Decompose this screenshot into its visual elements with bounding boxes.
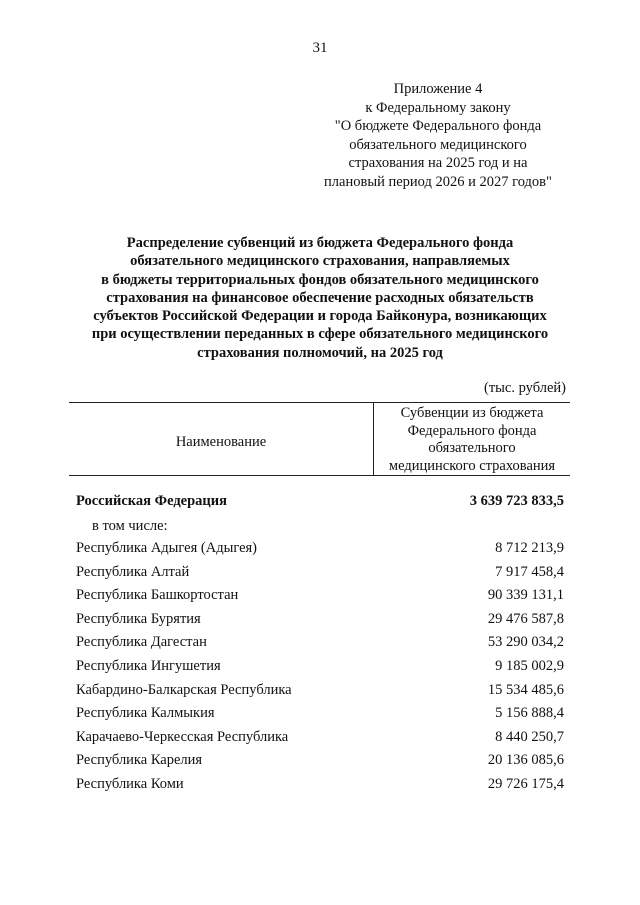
unit-note: (тыс. рублей) [484, 380, 566, 396]
regions-list [76, 540, 564, 800]
region-value: 90 339 131,1 [487, 587, 564, 604]
title-line: страхования полномочий, на 2025 год [197, 344, 443, 361]
region-name: Республика Калмыкия [76, 705, 215, 722]
table-row [76, 658, 564, 682]
appendix-line: "О бюджете Федерального фонда [334, 118, 542, 134]
region-value: 20 136 085,6 [487, 752, 564, 769]
region-value: 8 712 213,9 [495, 540, 564, 556]
region-name: Республика Ингушетия [76, 657, 221, 674]
region-value: 29 726 175,4 [487, 775, 564, 792]
title-line: при осуществлении переданных в сфере обязательного медицинского [91, 326, 549, 343]
appendix-line: плановый период 2026 и 2027 годов" [324, 173, 552, 190]
header-value-line: обязательного [428, 440, 516, 456]
table-row [76, 540, 564, 564]
title-line: Распределение субвенций из бюджета Федерального фонда [126, 235, 514, 251]
region-value: 29 476 587,8 [487, 610, 564, 627]
header-value-line: медицинского страхования [388, 457, 556, 474]
region-value: 7 917 458,4 [495, 563, 564, 580]
table-row [76, 587, 564, 611]
appendix-line: обязательного медицинского [349, 136, 527, 153]
title-line: субъектов Российской Федерации и города Байконура, возникающих [93, 308, 547, 325]
table-row [76, 634, 564, 658]
header-value-column [373, 403, 570, 475]
including-label: в том числе: [92, 518, 168, 534]
appendix-line: Приложение 4 [393, 81, 483, 97]
title-line: страхования на финансовое обеспечение расходных обязательств [106, 289, 534, 306]
region-value: 9 185 002,9 [495, 657, 564, 674]
appendix-line: к Федеральному закону [365, 99, 511, 116]
region-name: Республика Карелия [76, 752, 203, 769]
region-value: 8 440 250,7 [495, 728, 564, 745]
region-value: 53 290 034,2 [487, 634, 564, 651]
title-line: обязательного медицинского страхования, направляемых [130, 253, 510, 270]
total-row [76, 493, 564, 510]
region-name: Республика Башкортостан [76, 587, 239, 604]
region-name: Республика Коми [76, 775, 184, 792]
region-name: Республика Алтай [76, 563, 190, 580]
appendix-line: страхования на 2025 год и на [348, 155, 528, 171]
table-row [76, 705, 564, 729]
region-name: Республика Адыгея (Адыгея) [76, 540, 258, 556]
total-name: Российская Федерация [76, 493, 227, 509]
region-name: Республика Дагестан [76, 634, 207, 651]
title-line: в бюджеты территориальных фондов обязательного медицинского [101, 271, 539, 288]
header-value-line: Субвенции из бюджета [400, 405, 544, 421]
table-row [76, 776, 564, 800]
appendix-reference [318, 80, 558, 191]
region-value: 5 156 888,4 [495, 705, 564, 722]
region-name: Карачаево-Черкесская Республика [76, 728, 289, 745]
table-row [76, 682, 564, 706]
table-header [69, 402, 570, 476]
table-row [76, 564, 564, 588]
table-row [76, 752, 564, 776]
table-row [76, 611, 564, 635]
table-row [76, 729, 564, 753]
region-value: 15 534 485,6 [487, 681, 564, 698]
page-number: 31 [312, 40, 328, 56]
total-value: 3 639 723 833,5 [469, 493, 564, 509]
document-title [60, 234, 580, 362]
region-name: Республика Бурятия [76, 610, 201, 627]
header-value-line: Федерального фонда [407, 422, 537, 439]
region-name: Кабардино-Балкарская Республика [76, 681, 292, 698]
header-name-column: Наименование [175, 433, 267, 450]
